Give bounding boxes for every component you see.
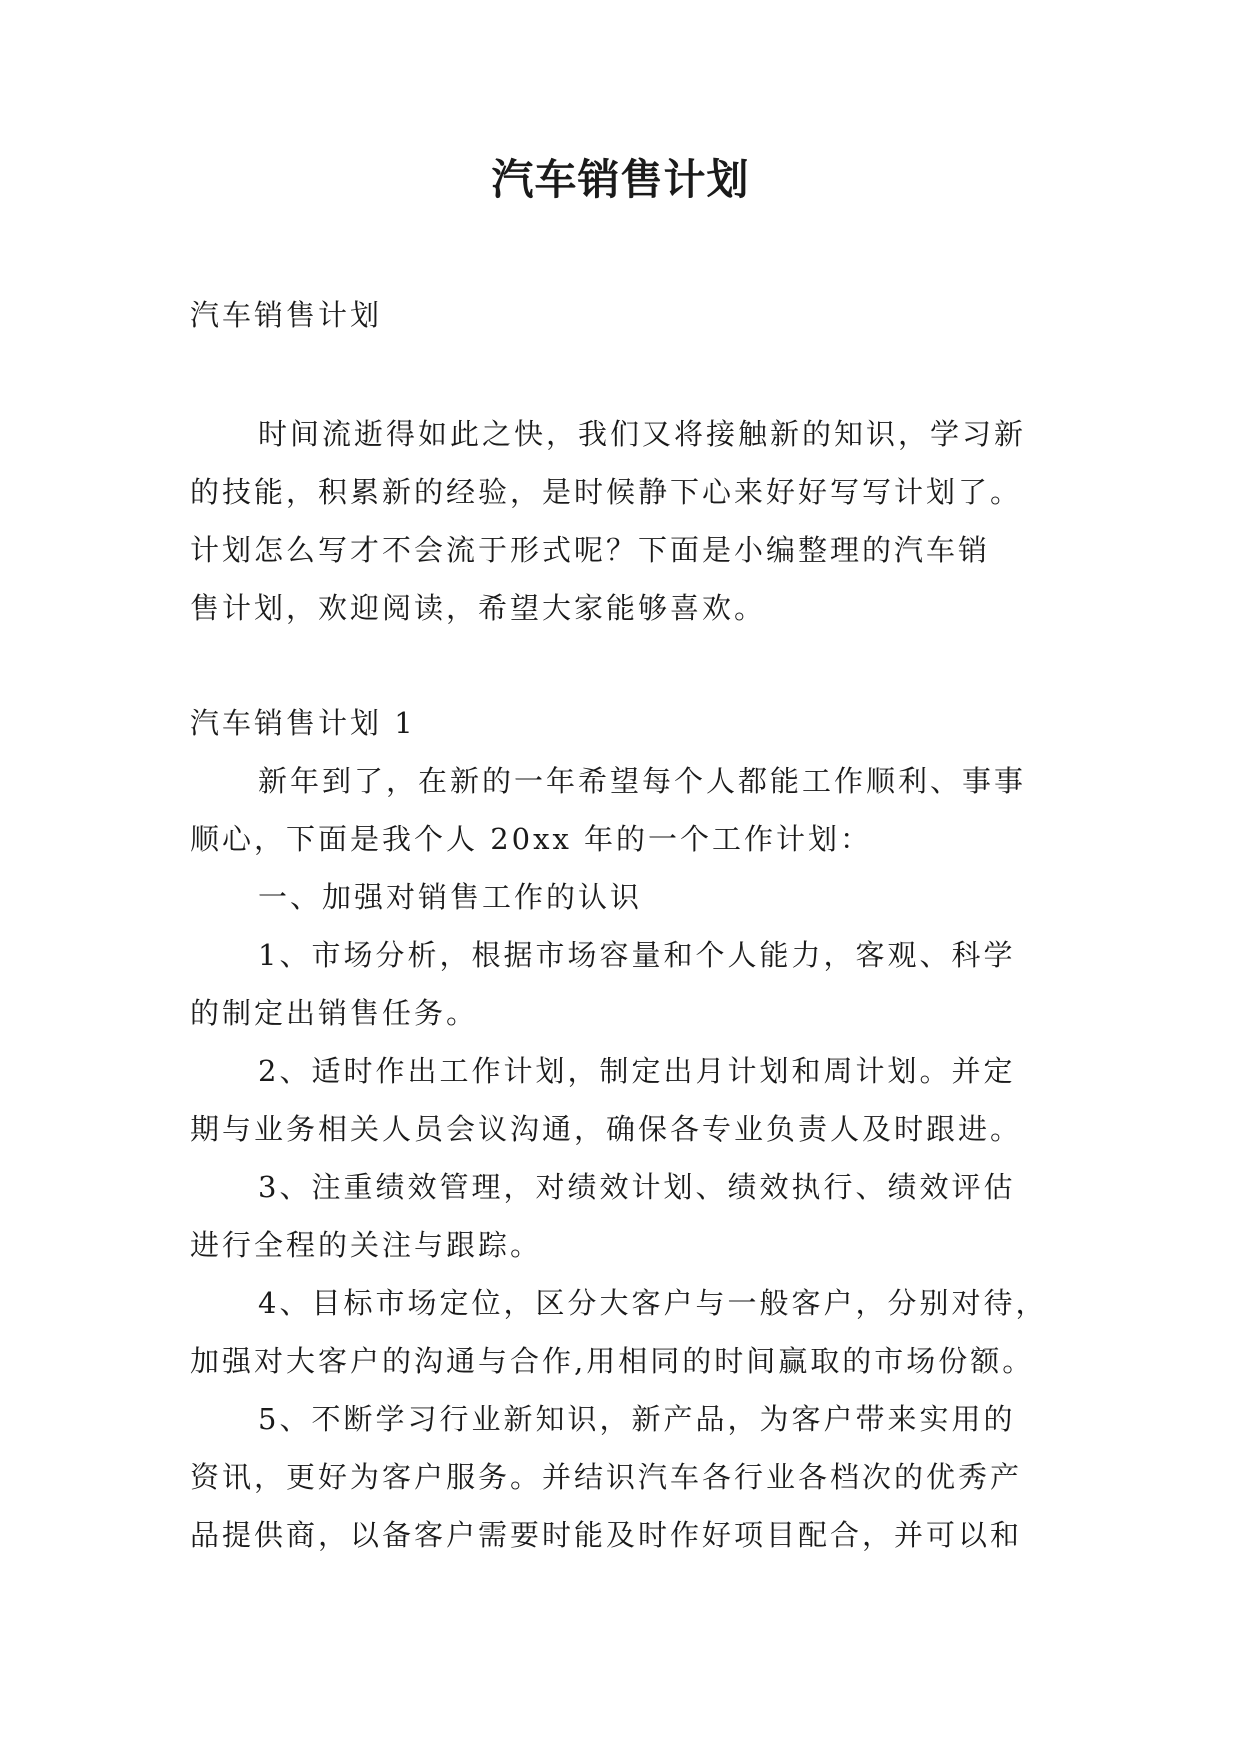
list-item-line: 资讯，更好为客户服务。并结识汽车各行业各档次的优秀产: [190, 1460, 1023, 1494]
paragraph-line: 的技能，积累新的经验，是时候静下心来好好写写计划了。: [190, 475, 1023, 509]
paragraph-line: 售计划，欢迎阅读，希望大家能够喜欢。: [190, 591, 767, 625]
paragraph-line: 计划怎么写才不会流于形式呢？下面是小编整理的汽车销: [190, 533, 991, 567]
list-item-line: 的制定出销售任务。: [190, 996, 479, 1030]
list-item-line: 品提供商，以备客户需要时能及时作好项目配合，并可以和: [190, 1518, 1023, 1552]
list-item-line: 5、不断学习行业新知识，新产品，为客户带来实用的: [258, 1402, 1016, 1436]
paragraph-line: 新年到了，在新的一年希望每个人都能工作顺利、事事: [258, 764, 1027, 798]
list-item-line: 期与业务相关人员会议沟通，确保各专业负责人及时跟进。: [190, 1112, 1023, 1146]
plan-section: [190, 694, 1070, 1564]
list-item-line: 3、注重绩效管理，对绩效计划、绩效执行、绩效评估: [258, 1170, 1016, 1204]
document-title: 汽车销售计划: [491, 155, 750, 204]
section-heading: 汽车销售计划 1: [190, 706, 416, 740]
intro-paragraph: [190, 405, 1070, 637]
list-item-line: 进行全程的关注与跟踪。: [190, 1228, 543, 1262]
list-item-line: 2、适时作出工作计划，制定出月计划和周计划。并定: [258, 1054, 1016, 1088]
list-item-line: 4、目标市场定位，区分大客户与一般客户，分别对待，: [258, 1286, 1048, 1320]
list-item-line: 1、市场分析，根据市场容量和个人能力，客观、科学: [258, 938, 1016, 972]
paragraph-line: 顺心，下面是我个人 20xx 年的一个工作计划：: [190, 822, 873, 856]
list-heading: 一、加强对销售工作的认识: [258, 880, 643, 914]
list-item-line: 加强对大客户的沟通与合作,用相同的时间赢取的市场份额。: [190, 1344, 1035, 1378]
document-subtitle: 汽车销售计划: [190, 298, 383, 332]
paragraph-line: 时间流逝得如此之快，我们又将接触新的知识，学习新: [258, 417, 1027, 451]
